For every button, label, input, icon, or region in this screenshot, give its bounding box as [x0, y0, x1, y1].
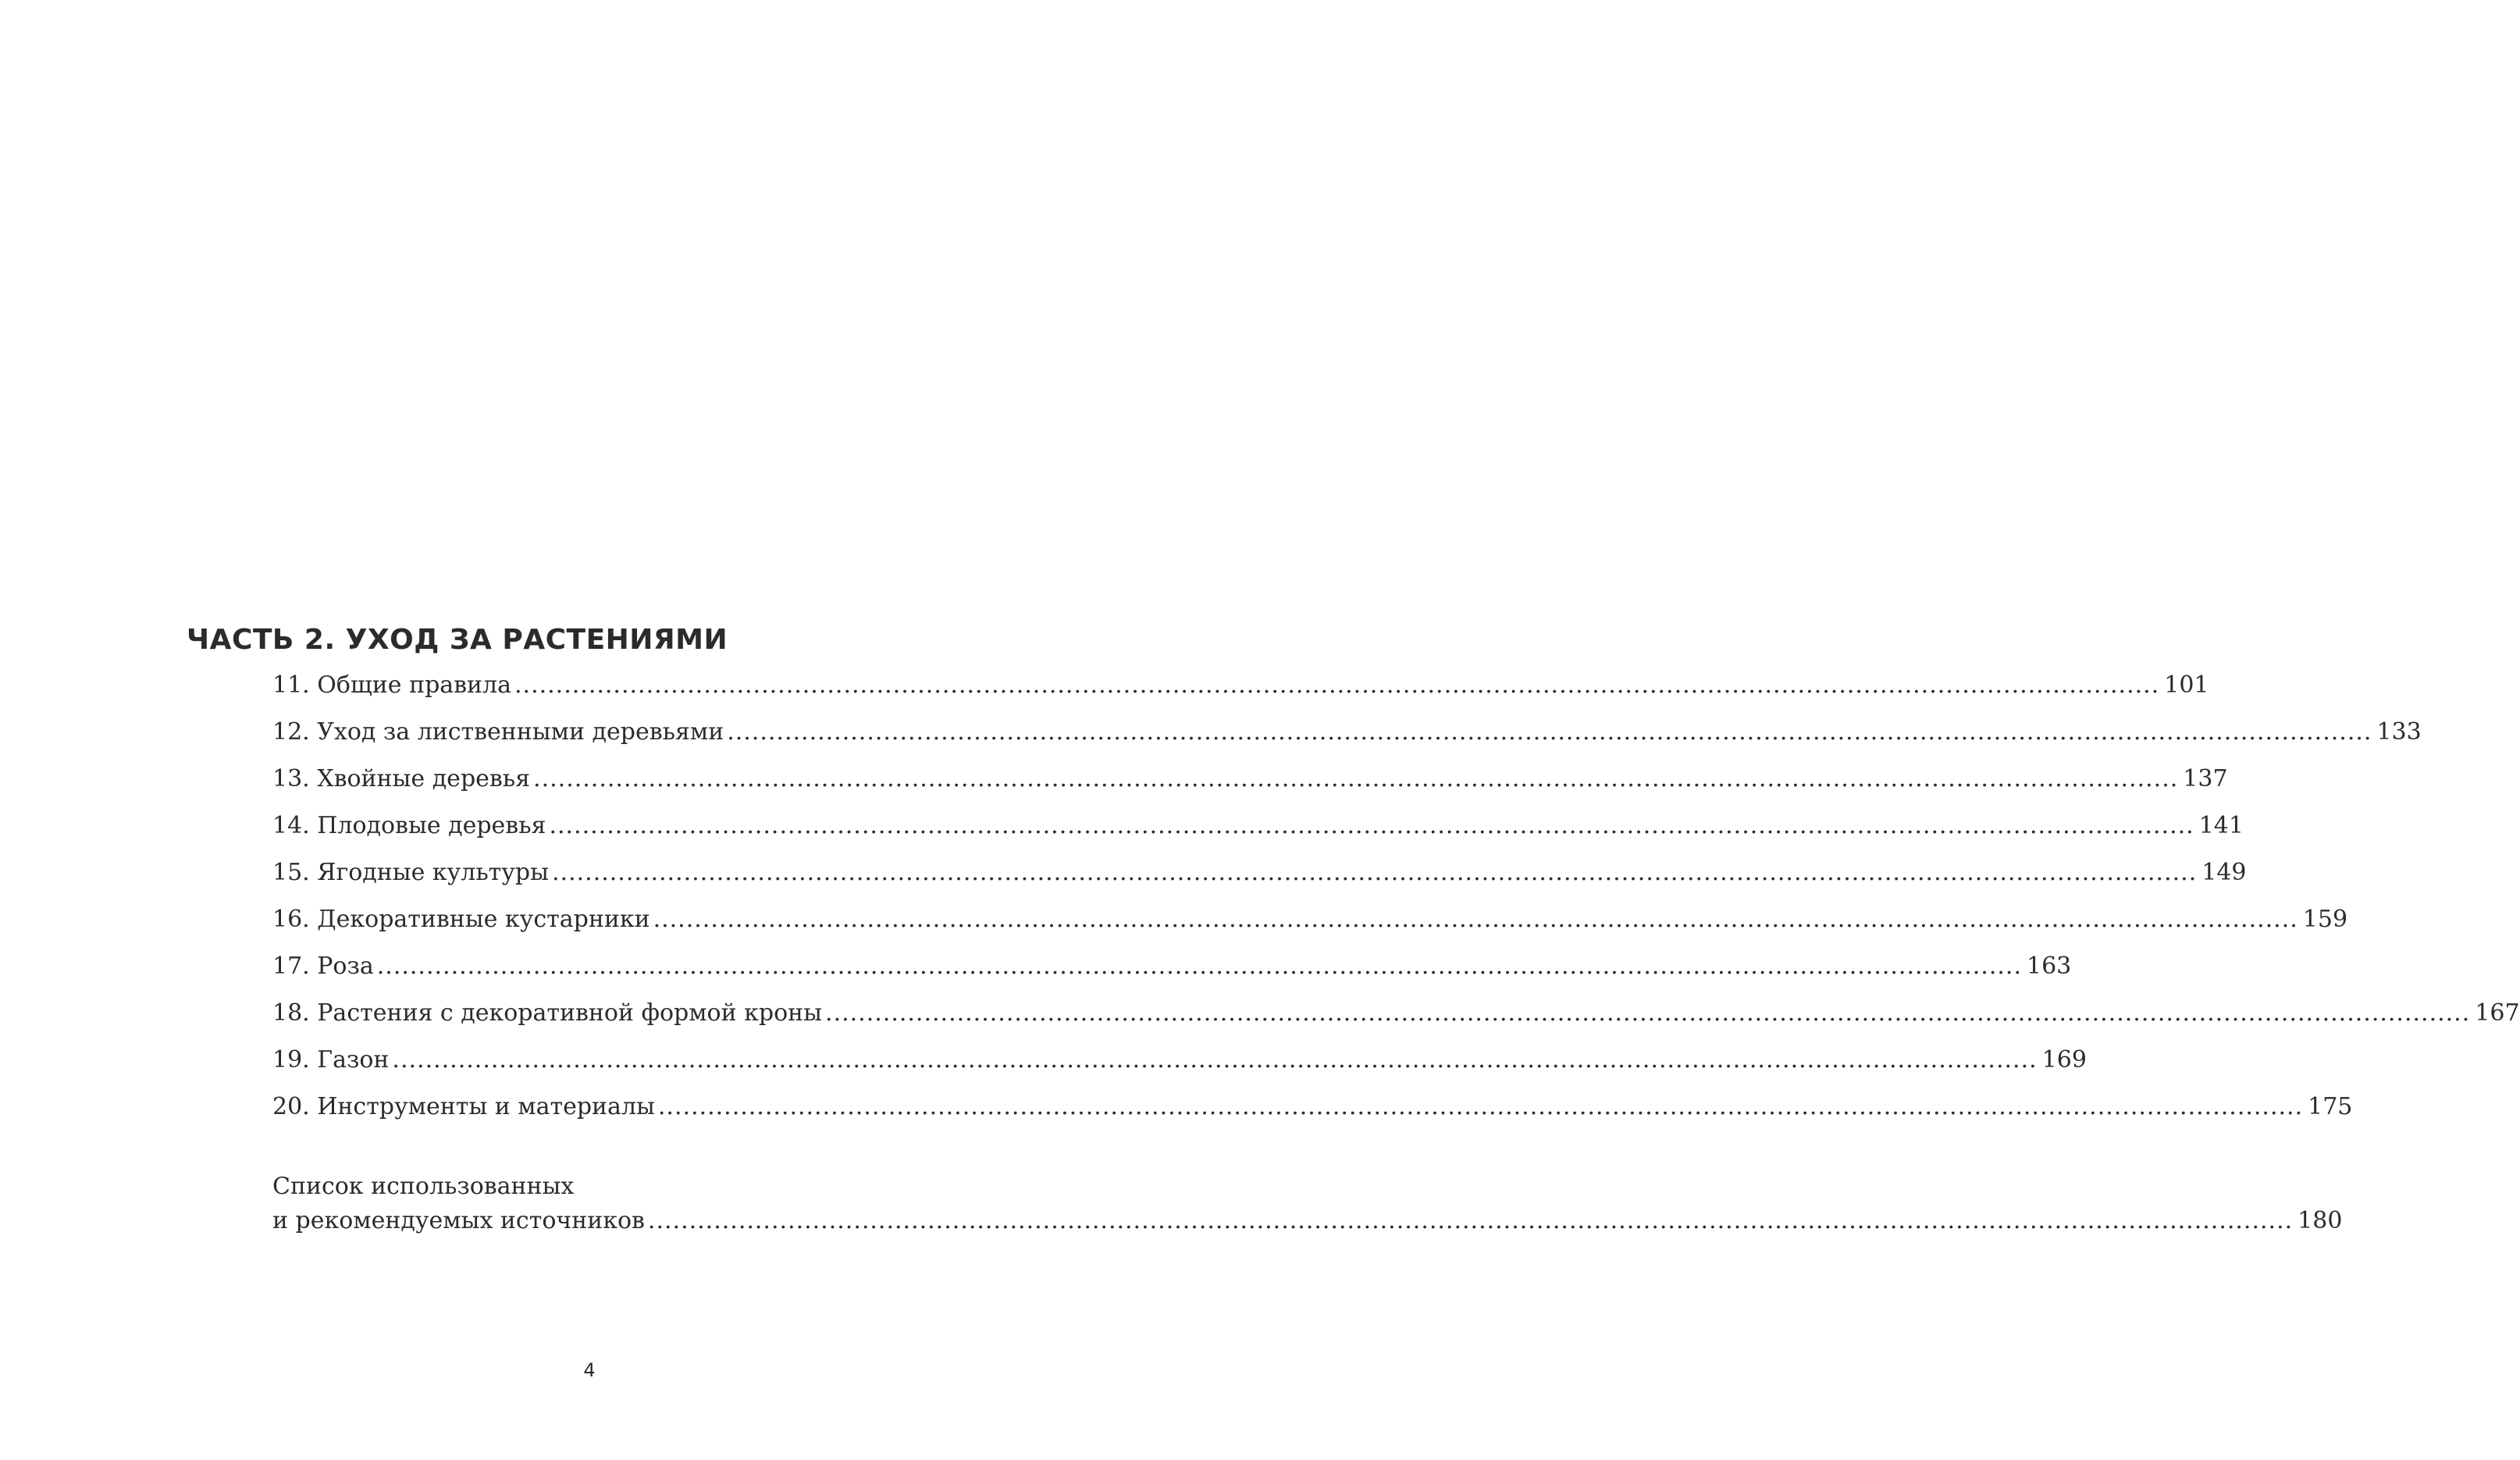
table-of-contents: [272, 671, 2520, 1140]
toc-entry[interactable]: [272, 812, 2244, 859]
toc-entry[interactable]: [272, 1093, 2353, 1140]
toc-entry[interactable]: [272, 671, 2209, 718]
dot-leader: ........................................................................................................................................................................................................: [657, 1093, 2304, 1120]
toc-entry[interactable]: [272, 906, 2348, 953]
dot-leader: ........................................................................................................................................................................................................: [533, 765, 2179, 792]
toc-entry-sources[interactable]: [272, 1170, 2343, 1238]
toc-entry-page: 101: [2164, 671, 2209, 699]
toc-entry-label: 14. Плодовые деревья: [272, 812, 546, 839]
toc-entry-label: 20. Инструменты и материалы: [272, 1093, 655, 1120]
sources-label-line2: и рекомендуемых источников: [272, 1207, 645, 1234]
toc-entry-label: 19. Газон: [272, 1046, 390, 1074]
dot-leader: ........................................................................................................................................................................................................: [552, 859, 2198, 886]
dot-leader: ........................................................................................................................................................................................................: [647, 1207, 2294, 1234]
toc-entry-label: 18. Растения с декоративной формой кроны: [272, 999, 823, 1027]
dot-leader: ........................................................................................................................................................................................................: [376, 953, 2022, 980]
toc-entry-label: 11. Общие правила: [272, 671, 511, 699]
dot-leader: ........................................................................................................................................................................................................: [727, 718, 2372, 746]
toc-entry[interactable]: [272, 859, 2247, 906]
toc-entry[interactable]: [272, 765, 2228, 812]
dot-leader: ........................................................................................................................................................................................................: [653, 906, 2298, 933]
toc-entry-page: 169: [2041, 1046, 2087, 1074]
dot-leader: ........................................................................................................................................................................................................: [549, 812, 2194, 839]
toc-entry[interactable]: [272, 718, 2422, 765]
toc-entry-label: 17. Роза: [272, 953, 374, 980]
part-title: ЧАСТЬ 2. УХОД ЗА РАСТЕНИЯМИ: [187, 624, 728, 656]
dot-leader: ........................................................................................................................................................................................................: [825, 999, 2471, 1027]
page-number: 4: [583, 1359, 596, 1381]
toc-entry-page: 141: [2198, 812, 2244, 839]
toc-entry-label: 12. Уход за лиственными деревьями: [272, 718, 724, 746]
toc-entry-page: 159: [2302, 906, 2348, 933]
toc-entry-page: 137: [2183, 765, 2228, 792]
toc-entry-page: 149: [2201, 859, 2247, 886]
toc-entry[interactable]: [272, 999, 2520, 1046]
toc-entry[interactable]: [272, 1046, 2087, 1093]
toc-entry-page: 167: [2475, 999, 2520, 1027]
toc-entry-page: 133: [2376, 718, 2422, 746]
sources-label-line1: Список использованных: [272, 1173, 575, 1200]
toc-entry-page: 163: [2026, 953, 2072, 980]
toc-entry-label: 13. Хвойные деревья: [272, 765, 531, 792]
dot-leader: ........................................................................................................................................................................................................: [392, 1046, 2038, 1074]
toc-entry[interactable]: [272, 953, 2072, 999]
dot-leader: ........................................................................................................................................................................................................: [514, 671, 2160, 699]
sources-page: 180: [2298, 1207, 2343, 1234]
toc-entry-page: 175: [2308, 1093, 2353, 1120]
toc-entry-label: 16. Декоративные кустарники: [272, 906, 650, 933]
toc-entry-label: 15. Ягодные культуры: [272, 859, 550, 886]
